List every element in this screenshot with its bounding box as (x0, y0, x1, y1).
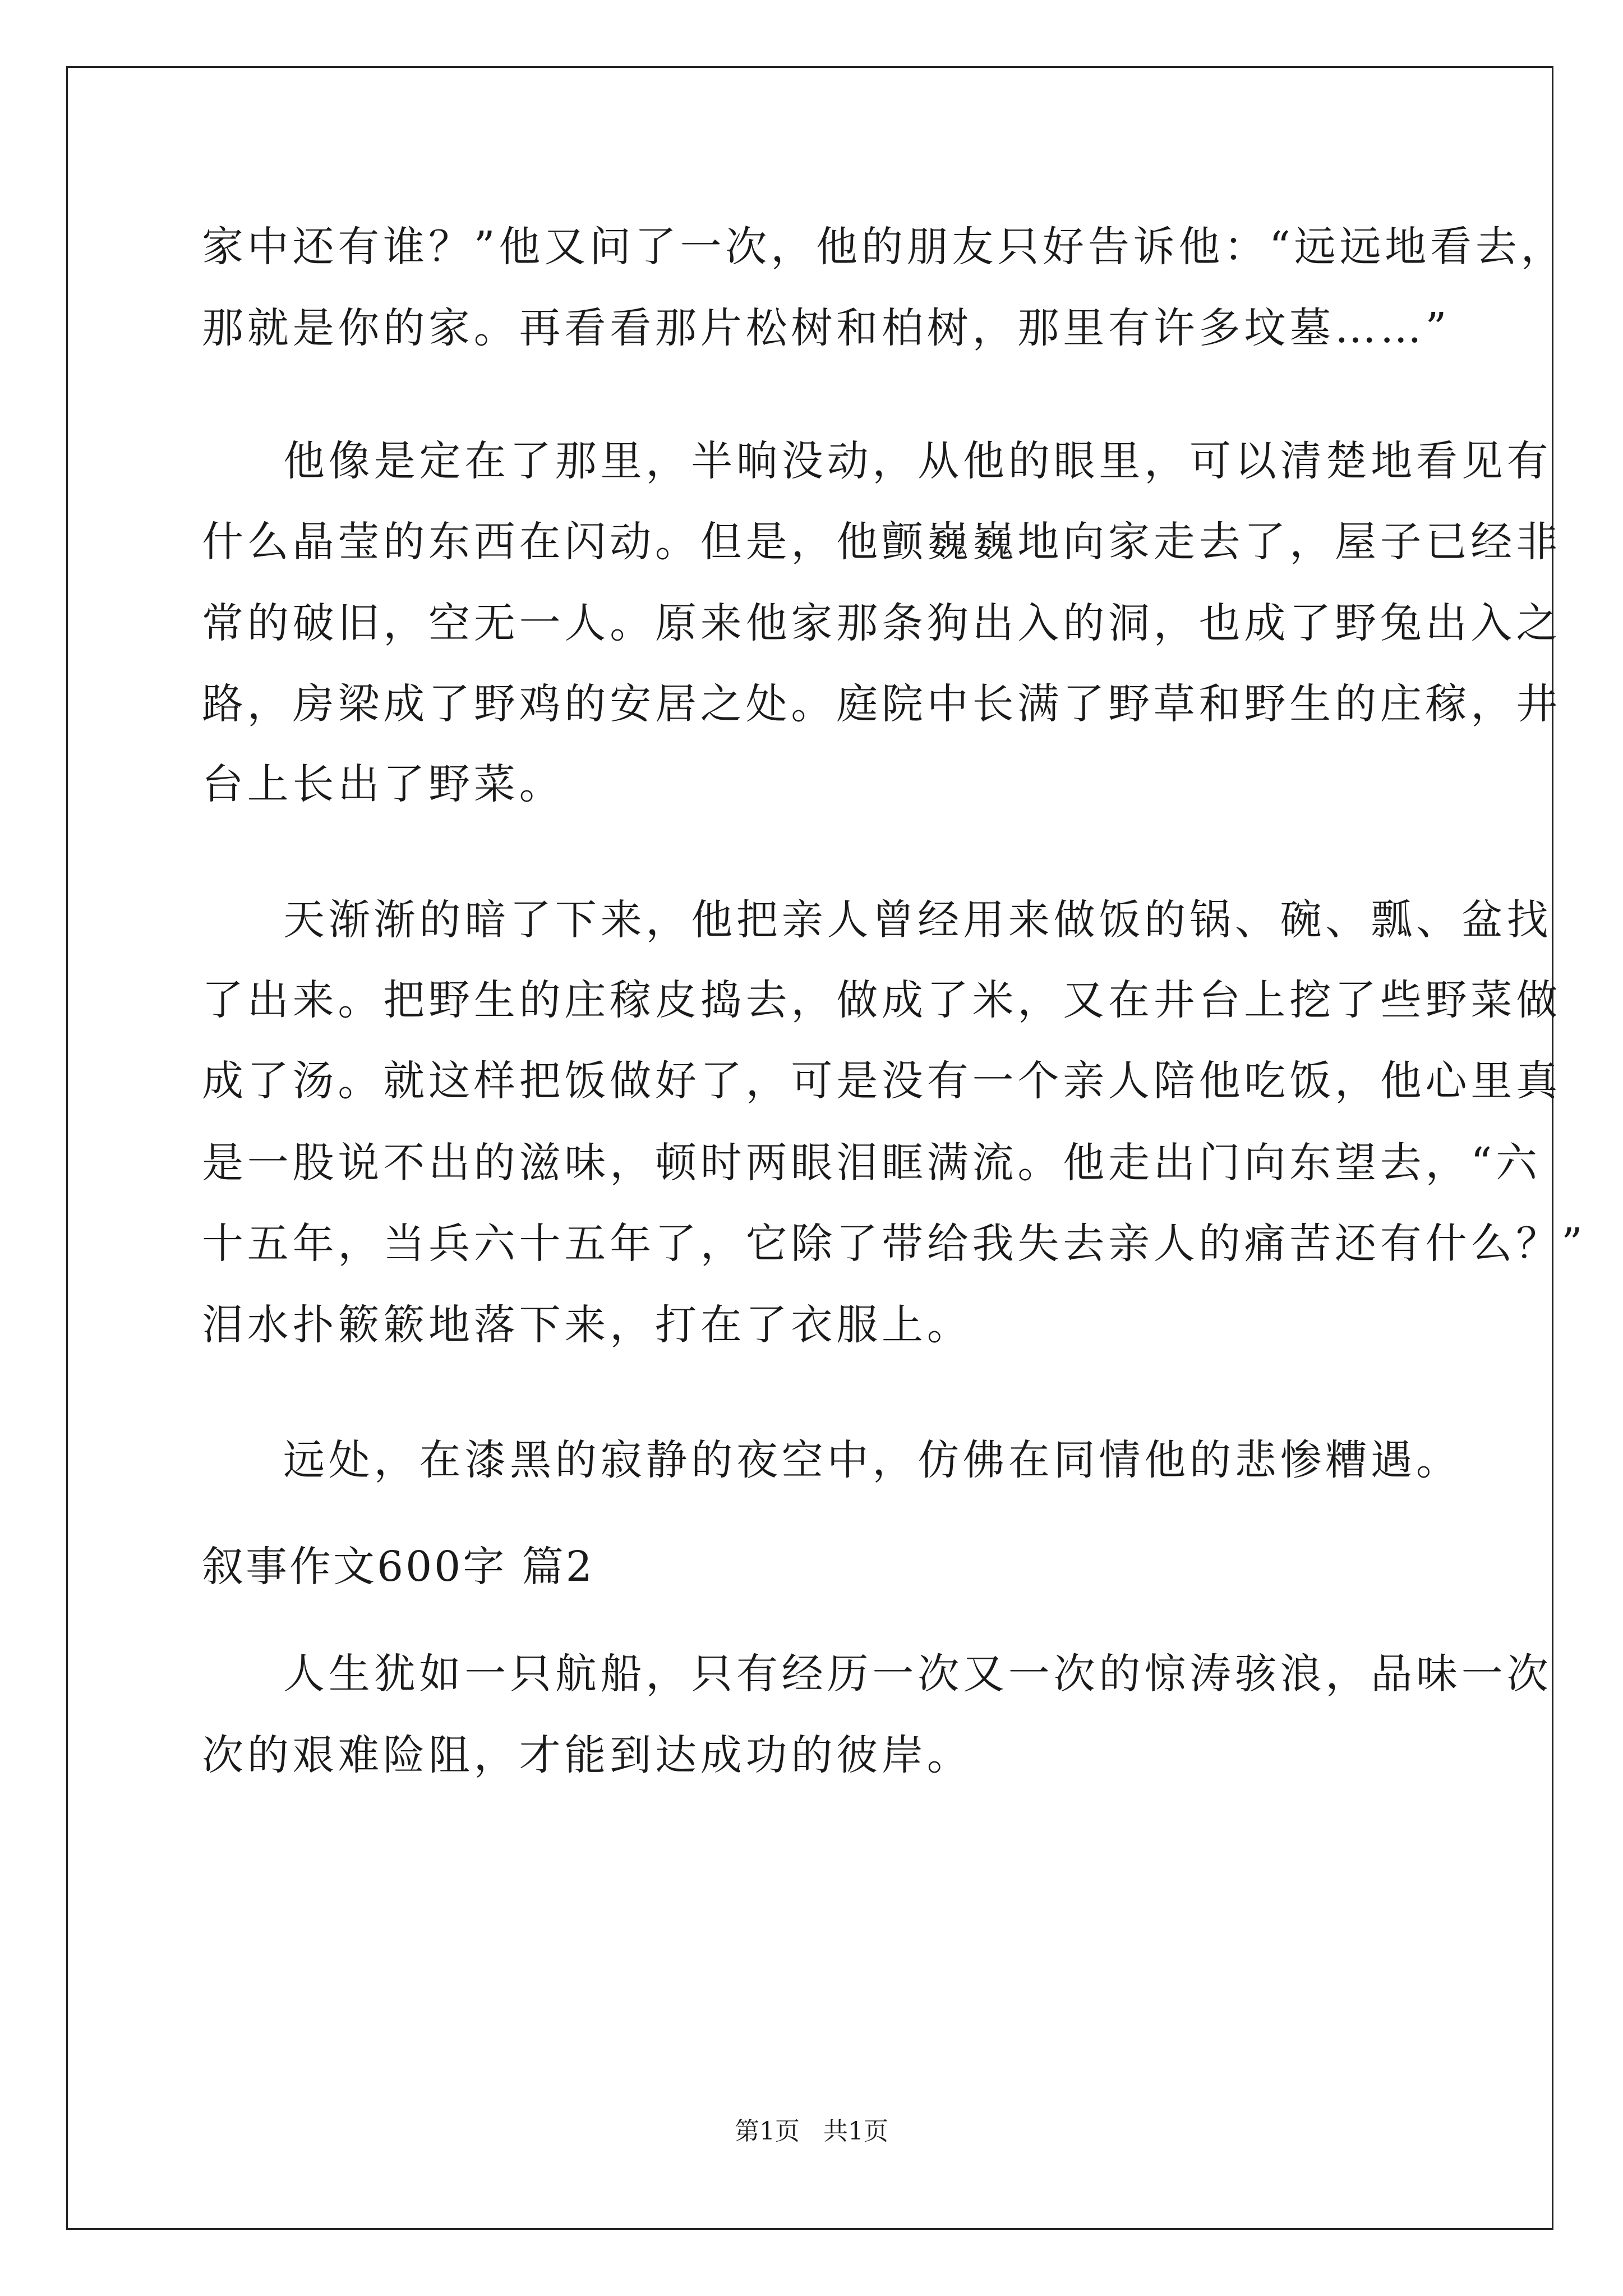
paragraph-line: 家中还有谁？”他又问了一次，他的朋友只好告诉他：“远远地看去， (202, 223, 1566, 271)
paragraph-line: 泪水扑簌簌地落下来，打在了衣服上。 (202, 1301, 972, 1349)
paragraph-line: 什么晶莹的东西在闪动。但是，他颤巍巍地向家走去了，屋子已经非 (202, 518, 1561, 566)
paragraph-line: 十五年，当兵六十五年了，它除了带给我失去亲人的痛苦还有什么？” (202, 1220, 1587, 1268)
page-number-footer: 第1页 共1页 (735, 2117, 888, 2146)
paragraph-line: 常的破旧，空无一人。原来他家那条狗出入的洞，也成了野兔出入之 (202, 599, 1561, 647)
paragraph-line: 天渐渐的暗了下来，他把亲人曾经用来做饭的锅、碗、瓢、盆找 (283, 896, 1552, 944)
paragraph-line: 了出来。把野生的庄稼皮捣去，做成了米，又在井台上挖了些野菜做 (202, 976, 1561, 1024)
paragraph-line: 人生犹如一只航船，只有经历一次又一次的惊涛骇浪，品味一次 (283, 1650, 1552, 1698)
paragraph-line: 成了汤。就这样把饭做好了，可是没有一个亲人陪他吃饭，他心里真 (202, 1057, 1561, 1105)
section-heading: 叙事作文600字 篇2 (202, 1543, 594, 1591)
paragraph-line: 路，房梁成了野鸡的安居之处。庭院中长满了野草和野生的庄稼，井 (202, 680, 1561, 728)
paragraph-line: 他像是定在了那里，半晌没动，从他的眼里，可以清楚地看见有 (283, 437, 1552, 485)
paragraph-line: 是一股说不出的滋味，顿时两眼泪眶满流。他走出门向东望去，“六 (202, 1139, 1541, 1187)
paragraph-line: 台上长出了野菜。 (202, 760, 565, 808)
paragraph-line: 远处，在漆黑的寂静的夜空中，仿佛在同情他的悲惨糟遇。 (283, 1436, 1461, 1484)
paragraph-line: 次的艰难险阻，才能到达成功的彼岸。 (202, 1731, 972, 1779)
paragraph-line: 那就是你的家。再看看那片松树和柏树，那里有许多坟墓……” (202, 304, 1451, 352)
